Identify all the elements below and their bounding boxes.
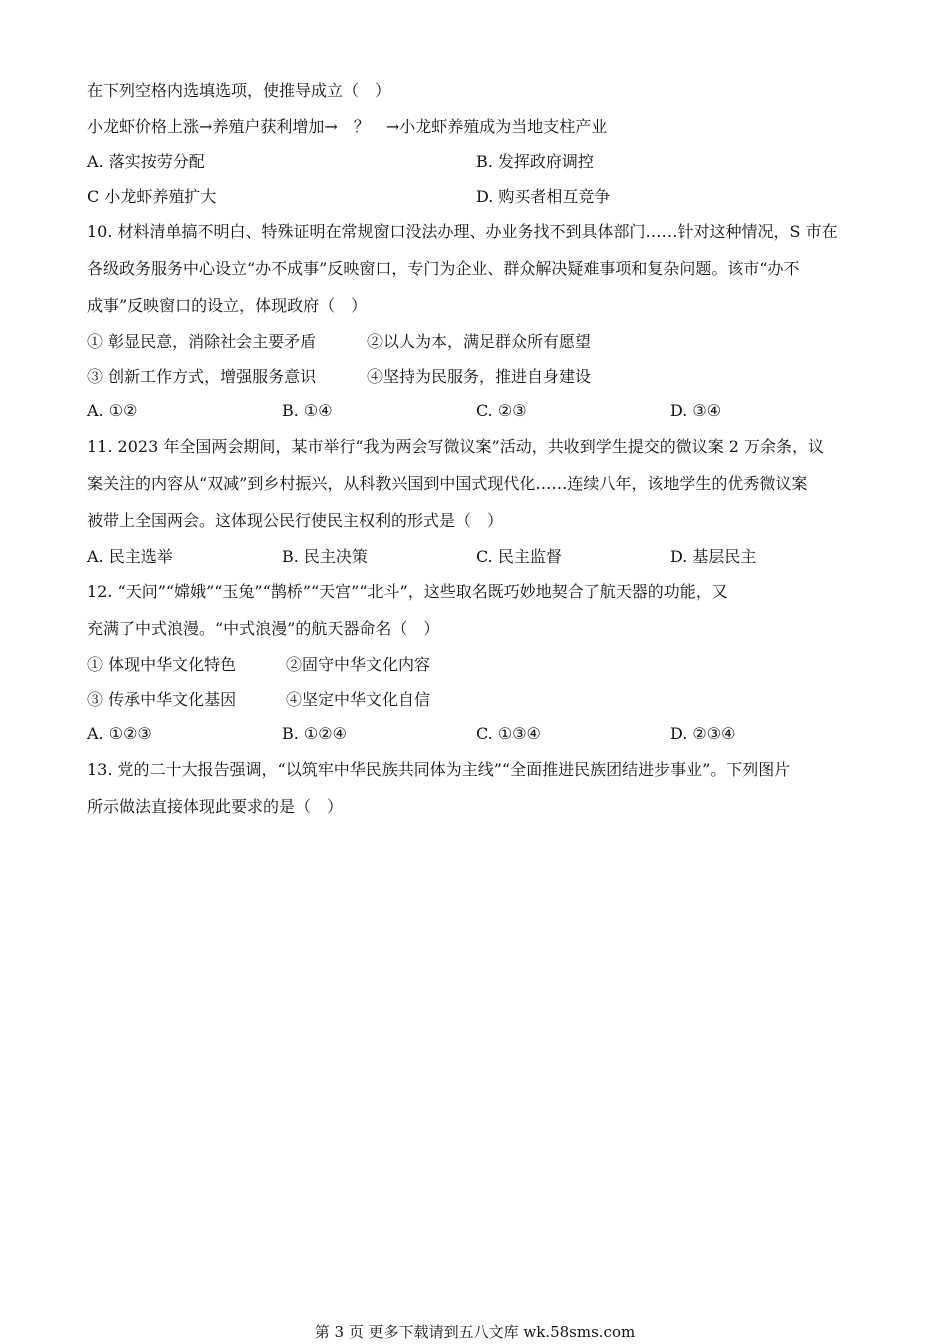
page-footer: 第 3 页 更多下载请到五八文库 wk.58sms.com [314,1323,636,1341]
q13-line-1: 13. 党的二十大报告强调，“以筑牢中华民族共同体为主线”“全面推进民族团结进步事业”。下列图片 [87,760,791,779]
q9-option-c: C 小龙虾养殖扩大 [87,187,217,206]
q12-option-b: B. ①②④ [282,724,347,743]
q11-line-3: 被带上全国两会。这体现公民行使民主权利的形式是（ ） [87,511,504,530]
q11-option-c: C. 民主监督 [476,547,562,566]
q12-option-c: C. ①③④ [476,724,541,743]
q13-line-2: 所示做法直接体现此要求的是（ ） [87,797,344,816]
q10-item-3: ③ 创新工作方式，增强服务意识 [87,367,317,386]
q11-option-a: A. 民主选举 [87,547,173,566]
q11-option-d: D. 基层民主 [670,547,757,566]
q9-option-a: A. 落实按劳分配 [87,152,205,171]
q10-item-2: ②以人为本，满足群众所有愿望 [367,332,592,351]
q12-line-1: 12. “天问”“嫦娥”“玉兔”“鹊桥”“天宫”“北斗”，这些取名既巧妙地契合了航天器的功能，又 [87,582,728,601]
q9-option-b: B. 发挥政府调控 [476,152,594,171]
q10-option-b: B. ①④ [282,401,333,420]
q11-option-b: B. 民主决策 [282,547,368,566]
q10-line-1: 10. 材料清单搞不明白、特殊证明在常规窗口没法办理、办业务找不到具体部门……针对这种情况，S 市在 [87,222,838,241]
q12-item-4: ④坚定中华文化自信 [286,690,431,709]
q10-line-2: 各级政务服务中心设立“办不成事”反映窗口，专门为企业、群众解决疑难事项和复杂问题。该市“办不 [87,259,800,278]
q10-line-3: 成事”反映窗口的设立，体现政府（ ） [87,296,368,315]
q10-option-d: D. ③④ [670,401,722,420]
q10-item-1: ① 彰显民意，消除社会主要矛盾 [87,332,317,351]
q9-chain: 小龙虾价格上涨→养殖户获利增加→ ？ →小龙虾养殖成为当地支柱产业 [87,117,608,136]
q12-item-1: ① 体现中华文化特色 [87,655,237,674]
q12-item-2: ②固守中华文化内容 [286,655,431,674]
q12-line-2: 充满了中式浪漫。“中式浪漫”的航天器命名（ ） [87,619,440,638]
q9-option-d: D. 购买者相互竞争 [476,187,611,206]
q10-option-a: A. ①② [87,401,138,420]
q12-option-d: D. ②③④ [670,724,736,743]
q10-item-4: ④坚持为民服务，推进自身建设 [367,367,592,386]
q12-item-3: ③ 传承中华文化基因 [87,690,237,709]
q12-option-a: A. ①②③ [87,724,152,743]
q9-stem: 在下列空格内选填选项，使推导成立（ ） [87,81,392,100]
q11-line-2: 案关注的内容从“双减”到乡村振兴，从科教兴国到中国式现代化……连续八年，该地学生的优秀微议案 [87,474,808,493]
q10-option-c: C. ②③ [476,401,527,420]
q11-line-1: 11. 2023 年全国两会期间，某市举行“我为两会写微议案”活动，共收到学生提交的微议案 2 万余条，议 [87,437,825,456]
